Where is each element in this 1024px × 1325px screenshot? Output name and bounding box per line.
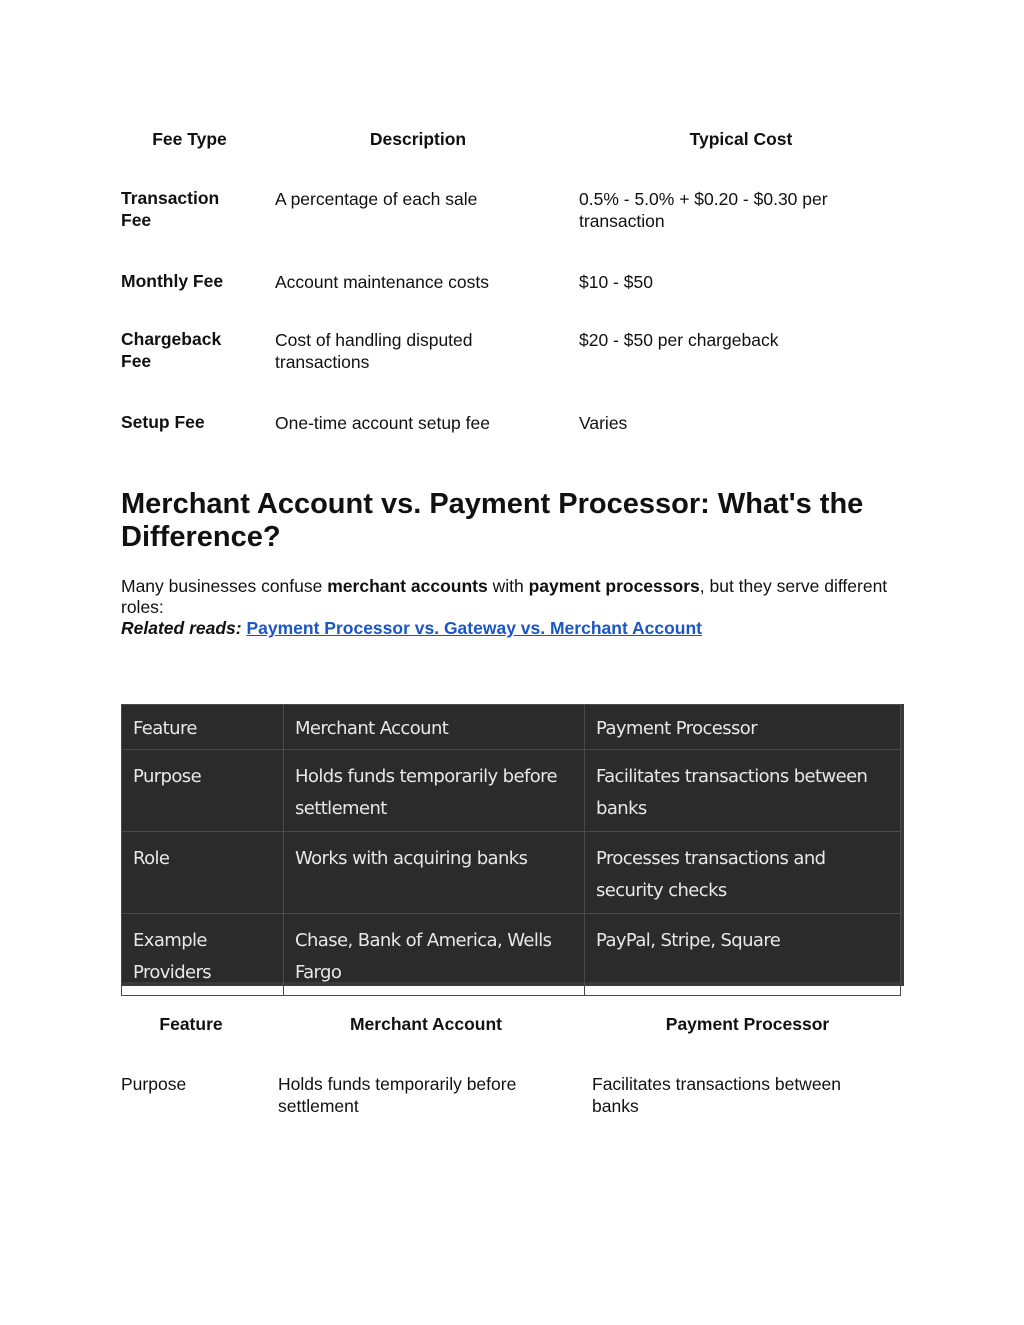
table-cell: Role (122, 832, 284, 914)
fee-description-cell: Cost of handling disputed transactions (275, 330, 473, 372)
table-cell: PayPal, Stripe, Square (585, 914, 901, 996)
intro-text: with (487, 576, 529, 596)
table-cell: Facilitates transactions between banks (585, 750, 901, 832)
comparison-header-merchant: Merchant Account (349, 1014, 502, 1034)
table-cell: Holds funds temporarily before settlement (284, 750, 585, 832)
fee-description-cell: Account maintenance costs (275, 272, 490, 292)
fee-cost-cell: $20 - $50 per chargeback (579, 330, 779, 350)
table-row (122, 705, 901, 750)
fee-cost-cell: 0.5% - 5.0% + $0.20 - $0.30 per transaction (579, 189, 828, 231)
table-header-cell: Payment Processor (585, 705, 901, 750)
fee-description-cell: One-time account setup fee (275, 413, 490, 433)
fee-type-cell: Chargeback Fee (121, 329, 222, 371)
related-reads-link[interactable]: Payment Processor vs. Gateway vs. Merchant Account (246, 618, 702, 638)
comparison-feature-cell: Purpose (121, 1074, 187, 1094)
table-cell: Purpose (122, 750, 284, 832)
comparison-merchant-cell: Holds funds temporarily before settlement (278, 1074, 517, 1116)
table-row (122, 750, 901, 832)
fee-cost-cell: Varies (579, 413, 628, 433)
fee-type-cell: Setup Fee (121, 412, 205, 432)
comparison-header-processor: Payment Processor (665, 1014, 830, 1034)
comparison-table-image (121, 704, 904, 986)
comparison-processor-cell: Facilitates transactions between banks (592, 1074, 842, 1116)
comparison-header-feature: Feature (159, 1014, 223, 1034)
table-cell: Chase, Bank of America, Wells Fargo (284, 914, 585, 996)
table-row (122, 832, 901, 914)
intro-text: Many businesses confuse (121, 576, 328, 596)
section-title: Merchant Account vs. Payment Processor: What's the Difference? (121, 488, 864, 553)
related-reads-label: Related reads: (121, 618, 242, 638)
table-header-cell: Feature (122, 705, 284, 750)
intro-bold-text: payment processors (528, 576, 700, 596)
table-header-cell: Merchant Account (284, 705, 585, 750)
fee-table-header-description: Description (369, 129, 467, 149)
fee-type-cell: Transaction Fee (121, 188, 220, 230)
intro-text: , but they serve different roles: (121, 576, 888, 617)
fee-description-cell: A percentage of each sale (275, 189, 478, 209)
table-cell: Works with acquiring banks (284, 832, 585, 914)
fee-type-cell: Monthly Fee (121, 271, 224, 291)
table-cell: Processes transactions and security checks (585, 832, 901, 914)
intro-paragraph (121, 576, 901, 639)
intro-bold-text: merchant accounts (327, 576, 488, 596)
table-row (122, 914, 901, 996)
fee-cost-cell: $10 - $50 (579, 272, 653, 292)
table-cell: Example Providers (122, 914, 284, 996)
fee-table-header-cost: Typical Cost (689, 129, 793, 149)
fee-table-header-type: Fee Type (152, 129, 227, 149)
